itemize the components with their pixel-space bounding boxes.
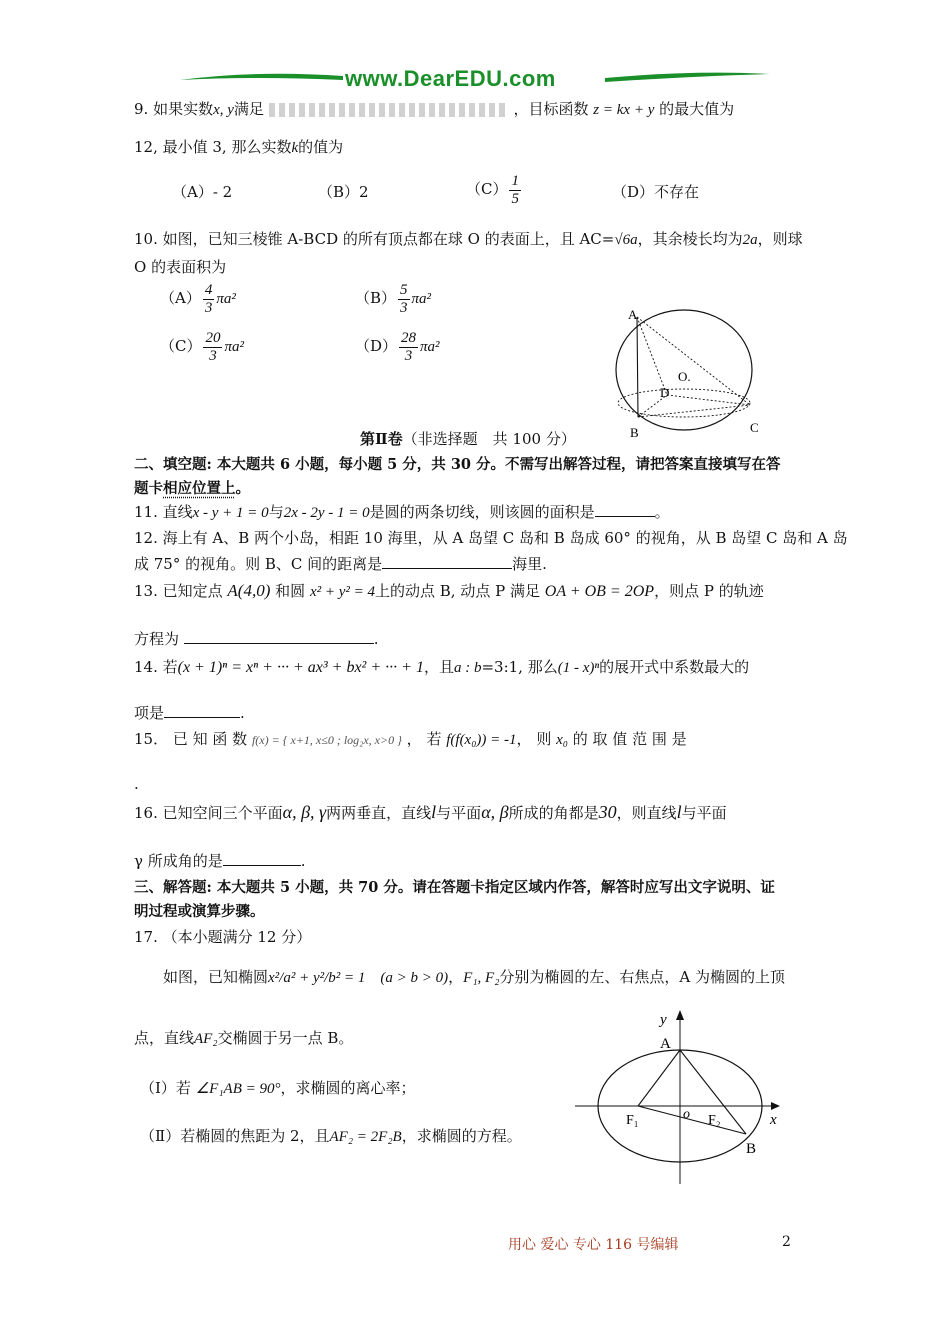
ellipse-label-b: B [746, 1141, 757, 1157]
ellipse-label-x: x [770, 1112, 777, 1128]
q13-line1: 13. 已知定点 A(4,0) 和圆 x² + y² = 4上的动点 B, 动点 P 满足 OA + OB = 2OP，则点 P 的轨迹 [134, 581, 764, 600]
q17-part-i: （Ⅰ）若 ∠F₁AB = 90°，求椭圆的离心率； [140, 1079, 416, 1097]
q17-part-ii: （Ⅱ）若椭圆的焦距为 2，且AF₂ = 2F₂B，求椭圆的方程。 [140, 1127, 522, 1145]
q17-line1: 如图，已知椭圆x²/a² + y²/b² = 1 (a > b > 0)，F₁, F₂分别为椭圆的左、右焦点，A 为椭圆的上顶 [163, 968, 786, 986]
constraint-image [269, 103, 509, 117]
q15-line2: . [134, 775, 139, 793]
q9-line2: 12, 最小值 3, 那么实数k的值为 [134, 138, 344, 156]
q17-head: 17. （本小题满分 12 分） [134, 928, 312, 946]
footer-text: 用心 爱心 专心 116 号编辑 [508, 1237, 679, 1253]
q10-option-b: （B） $\frac{5}{3}$ πa² [355, 282, 432, 316]
ellipse-label-y: y [660, 1012, 667, 1028]
q17-line2: 点，直线AF₂交椭圆于另一点 B。 [134, 1029, 354, 1047]
q9-option-d: （D）不存在 [612, 183, 700, 201]
q9-line1: 9. 如果实数x, y满足 ，目标函数 z = kx + y 的最大值为 [134, 100, 735, 118]
q10-option-a: （A） $\frac{4}{3}$ πa² [160, 282, 236, 316]
q15-line1: 15． 已 知 函 数 f(x) = { x+1, x≤0 ; log₂x, x>0 } ， 若 f(f(x₀)) = -1， 则 x₀ 的 取 值 范 围 是 [134, 730, 687, 748]
ellipse-figure [570, 1008, 790, 1188]
section3-heading-line1: 三、解答题: 本大题共 5 小题，共 70 分。请在答题卡指定区域内作答，解答时应写出文字说明、证 [134, 879, 775, 896]
ellipse-label-a: A [660, 1036, 671, 1052]
q9-option-a: （A）- 2 [172, 183, 233, 201]
section3-heading-line2: 明过程或演算步骤。 [134, 903, 265, 920]
q12-line2: 成 75° 的视角。则 B、C 间的距离是 海里. [134, 555, 547, 573]
q9-option-b: （B）2 [318, 183, 369, 201]
site-logo-text[interactable]: www.DearEDU.com [345, 66, 556, 91]
fig-label-a: A [628, 307, 638, 322]
q9-option-c: （C） $\frac{1}{5}$ [466, 173, 519, 207]
ellipse-label-f1: F₁ [626, 1113, 639, 1128]
q13-line2: 方程为 . [134, 630, 379, 648]
part2-title: 第Ⅱ卷（非选择题 共 100 分） [360, 430, 576, 448]
sphere-figure [612, 305, 772, 440]
q16-line1: 16. 已知空间三个平面α, β, γ两两垂直，直线l与平面α, β所成的角都是30，则直线l与平面 [134, 802, 727, 822]
q14-line1: 14. 若(x + 1)ⁿ = xⁿ + ··· + ax³ + bx² + ··· + 1，且a : b=3:1, 那么(1 - x)ⁿ的展开式中系数最大的 [134, 658, 750, 676]
q10-option-d: （D） $\frac{28}{3}$ πa² [355, 330, 440, 364]
q12-line1: 12. 海上有 A、B 两个小岛，相距 10 海里，从 A 岛望 C 岛和 B 岛成 60° 的视角，从 B 岛望 C 岛和 A 岛 [134, 529, 848, 547]
q10-option-c: （C） $\frac{20}{3}$ πa² [160, 330, 244, 364]
q14-line2: 项是 . [134, 704, 245, 722]
section2-heading-line2: 题卡相应位置上。 [134, 480, 250, 497]
q10-line2: O 的表面积为 [134, 258, 227, 276]
ellipse-label-o: o [683, 1107, 690, 1122]
q16-line2: γ 所成角的是 . [134, 852, 306, 870]
q10-line1: 10. 如图，已知三棱锥 A-BCD 的所有顶点都在球 O 的表面上，且 AC=√6a，其余棱长均为2a，则球 [134, 230, 803, 248]
fig-label-d: D [660, 385, 670, 400]
page-number: 2 [782, 1234, 791, 1250]
ellipse-label-f2: F₂ [708, 1113, 721, 1128]
fig-label-c: C [750, 420, 759, 435]
fig-label-o: O. [678, 369, 691, 384]
fig-label-b: B [630, 425, 639, 440]
q11: 11. 直线x - y + 1 = 0与2x - 2y - 1 = 0是圆的两条切线，则该圆的面积是 。 [134, 503, 670, 521]
section2-heading-line1: 二、填空题: 本大题共 6 小题，每小题 5 分，共 30 分。不需写出解答过程，请把答案直接填写在答 [134, 456, 781, 473]
